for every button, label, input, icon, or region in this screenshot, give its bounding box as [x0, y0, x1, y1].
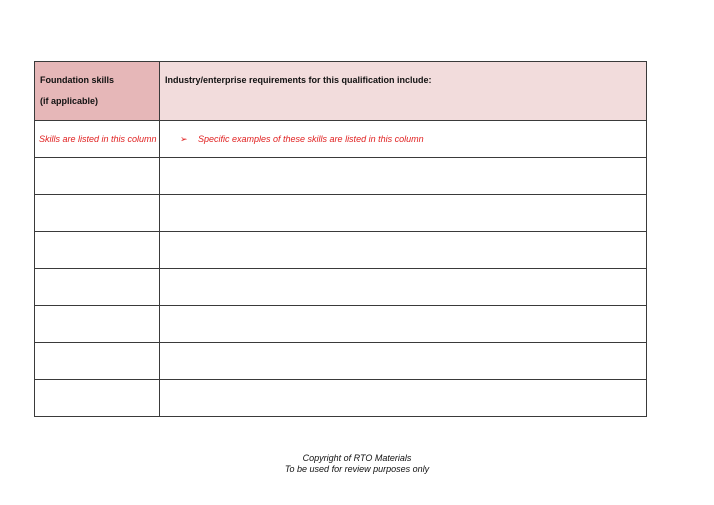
table-row [35, 232, 647, 269]
skill-cell[interactable] [35, 195, 160, 232]
skill-cell[interactable] [35, 269, 160, 306]
requirement-cell[interactable] [160, 343, 647, 380]
skill-cell[interactable] [35, 380, 160, 417]
table-row [35, 195, 647, 232]
requirement-cell[interactable] [160, 195, 647, 232]
review-purposes-line: To be used for review purposes only [284, 464, 430, 474]
requirement-cell[interactable] [160, 380, 647, 417]
copyright-footer [0, 453, 714, 475]
header-foundation-skills-title: Foundation skills [40, 75, 115, 85]
requirement-cell[interactable] [160, 158, 647, 195]
skill-cell[interactable] [35, 306, 160, 343]
header-foundation-skills [35, 62, 160, 121]
example-specifics-cell [160, 121, 647, 158]
table-row [35, 380, 647, 417]
table-row [35, 343, 647, 380]
example-skills-cell [35, 121, 160, 158]
header-industry-requirements-text: Industry/enterprise requirements for this qualification include: [165, 75, 432, 85]
requirement-cell[interactable] [160, 306, 647, 343]
requirement-cell[interactable] [160, 269, 647, 306]
skill-cell[interactable] [35, 232, 160, 269]
example-row [35, 121, 647, 158]
table-header-row [35, 62, 647, 121]
skill-cell[interactable] [35, 158, 160, 195]
arrow-bullet-icon: ➢ [180, 134, 188, 144]
foundation-skills-table [34, 61, 647, 417]
table-row [35, 158, 647, 195]
requirement-cell[interactable] [160, 232, 647, 269]
example-specifics-text: Specific examples of these skills are listed in this column [198, 134, 424, 144]
table-row [35, 306, 647, 343]
table-row [35, 269, 647, 306]
copyright-line: Copyright of RTO Materials [302, 453, 412, 463]
header-if-applicable: (if applicable) [40, 96, 99, 106]
skill-cell[interactable] [35, 343, 160, 380]
header-industry-requirements [160, 62, 647, 121]
example-skills-text: Skills are listed in this column [39, 134, 157, 144]
